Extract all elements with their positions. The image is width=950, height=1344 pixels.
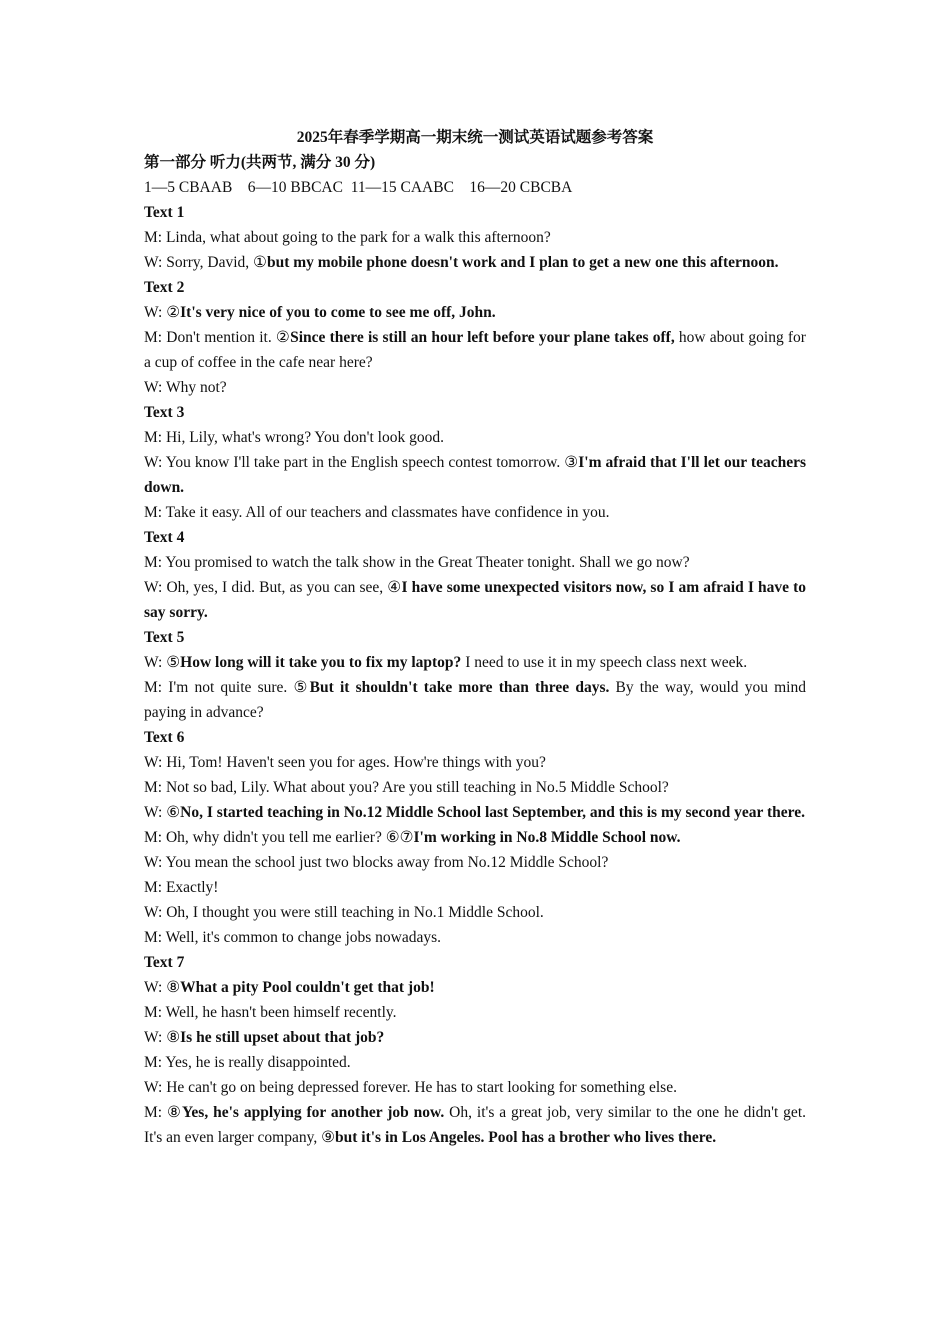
key-phrase: I have some unexpected visitors now, so I am afraid I have to say sorry. [144, 579, 806, 621]
dialogue-line [144, 675, 806, 725]
dialogue-text: W: Hi, Tom! Haven't seen you for ages. How're things with you? [144, 754, 546, 771]
text-section [144, 625, 806, 725]
dialogue-text: M: ⑧ [144, 1104, 182, 1121]
key-phrase: I'm working in No.8 Middle School now. [413, 829, 681, 846]
key-phrase: but my mobile phone doesn't work and I plan to get a new one this afternoon. [266, 254, 779, 271]
section-title: 第一部分 听力(共两节, 满分 30 分) [144, 154, 376, 171]
text-heading: Text 6 [144, 729, 185, 746]
dialogue-text: W: You mean the school just two blocks away from No.12 Middle School? [144, 854, 609, 871]
dialogue-text: M: Take it easy. All of our teachers and classmates have confidence in you. [144, 504, 610, 521]
dialogue-text: Oh, it's a great job, very similar to the one he didn't get. It's an even larger company, ⑨ [144, 1104, 806, 1146]
dialogue-text: M: Well, it's common to change jobs nowadays. [144, 929, 442, 946]
dialogue-line [144, 1025, 806, 1050]
dialogue-text: M: Don't mention it. ② [144, 329, 291, 346]
text-section [144, 200, 806, 275]
dialogue-text: W: Oh, yes, I did. But, as you can see, ④ [144, 579, 402, 596]
dialogue-line [144, 575, 806, 625]
dialogue-line [144, 300, 806, 325]
dialogue-line [144, 425, 806, 450]
dialogue-text: W: Why not? [144, 379, 227, 396]
key-phrase: Since there is still an hour left before your plane takes off, [290, 329, 675, 346]
text-heading: Text 3 [144, 404, 185, 421]
text-section [144, 275, 806, 400]
text-section [144, 725, 806, 950]
dialogue-text: M: Not so bad, Lily. What about you? Are you still teaching in No.5 Middle School? [144, 779, 669, 796]
dialogue-text: M: I'm not quite sure. ⑤ [144, 679, 310, 696]
key-phrase: No, I started teaching in No.12 Middle School last September, and this is my second year there. [180, 804, 806, 821]
key-phrase: but it's in Los Angeles. Pool has a brother who lives there. [335, 1129, 717, 1146]
transcript-texts [144, 200, 806, 1150]
text-section [144, 950, 806, 1150]
text-heading: Text 5 [144, 629, 185, 646]
key-phrase: I'm afraid that I'll let our teachers down. [144, 454, 806, 496]
dialogue-text: W: ⑤ [144, 654, 181, 671]
dialogue-line [144, 750, 806, 775]
text-heading: Text 2 [144, 279, 185, 296]
dialogue-line [144, 800, 806, 825]
dialogue-text: W: ⑥ [144, 804, 181, 821]
dialogue-text: M: You promised to watch the talk show in the Great Theater tonight. Shall we go now? [144, 554, 690, 571]
dialogue-line [144, 500, 806, 525]
dialogue-text: I need to use it in my speech class next week. [461, 654, 748, 671]
dialogue-line [144, 450, 806, 500]
dialogue-line [144, 825, 806, 850]
dialogue-line [144, 1075, 806, 1100]
text-heading: Text 7 [144, 954, 185, 971]
dialogue-text: M: Hi, Lily, what's wrong? You don't look good. [144, 429, 444, 446]
dialogue-line [144, 775, 806, 800]
key-phrase: How long will it take you to fix my laptop? [180, 654, 462, 671]
answer-key: 1—5 CBAAB 6—10 BBCAC 11—15 CAABC 16—20 CBCBA [144, 179, 573, 196]
dialogue-line [144, 850, 806, 875]
dialogue-line [144, 1050, 806, 1075]
key-phrase: Yes, he's applying for another job now. [181, 1104, 445, 1121]
dialogue-line [144, 1100, 806, 1150]
dialogue-line [144, 325, 806, 375]
dialogue-text: M: Linda, what about going to the park for a walk this afternoon? [144, 229, 551, 246]
dialogue-text: W: You know I'll take part in the English speech contest tomorrow. ③ [144, 454, 579, 471]
text-section [144, 400, 806, 525]
dialogue-line [144, 375, 806, 400]
dialogue-line [144, 250, 806, 275]
dialogue-line [144, 225, 806, 250]
dialogue-text: By the way, would you mind paying in advance? [144, 679, 806, 721]
dialogue-text: W: He can't go on being depressed forever. He has to start looking for something else. [144, 1079, 677, 1096]
dialogue-line [144, 975, 806, 1000]
dialogue-text: M: Oh, why didn't you tell me earlier? ⑥⑦ [144, 829, 414, 846]
dialogue-line [144, 650, 806, 675]
key-phrase: What a pity Pool couldn't get that job! [180, 979, 435, 996]
text-section [144, 525, 806, 625]
dialogue-line [144, 875, 806, 900]
dialogue-text: W: ⑧ [144, 1029, 181, 1046]
dialogue-text: W: Oh, I thought you were still teaching in No.1 Middle School. [144, 904, 544, 921]
dialogue-text: M: Exactly! [144, 879, 219, 896]
dialogue-line [144, 900, 806, 925]
dialogue-text: W: Sorry, David, ① [144, 254, 267, 271]
dialogue-text: how about going for a cup of coffee in the cafe near here? [144, 329, 806, 371]
key-phrase: But it shouldn't take more than three days. [309, 679, 610, 696]
dialogue-line [144, 1000, 806, 1025]
document-title: 2025年春季学期高一期末统一测试英语试题参考答案 [296, 129, 654, 146]
dialogue-text: M: Yes, he is really disappointed. [144, 1054, 351, 1071]
document-content [144, 125, 806, 1150]
dialogue-text: W: ⑧ [144, 979, 181, 996]
text-heading: Text 4 [144, 529, 185, 546]
key-phrase: Is he still upset about that job? [180, 1029, 385, 1046]
dialogue-line [144, 925, 806, 950]
dialogue-line [144, 550, 806, 575]
key-phrase: It's very nice of you to come to see me off, John. [180, 304, 496, 321]
dialogue-text: M: Well, he hasn't been himself recently. [144, 1004, 397, 1021]
dialogue-text: W: ② [144, 304, 181, 321]
text-heading: Text 1 [144, 204, 185, 221]
